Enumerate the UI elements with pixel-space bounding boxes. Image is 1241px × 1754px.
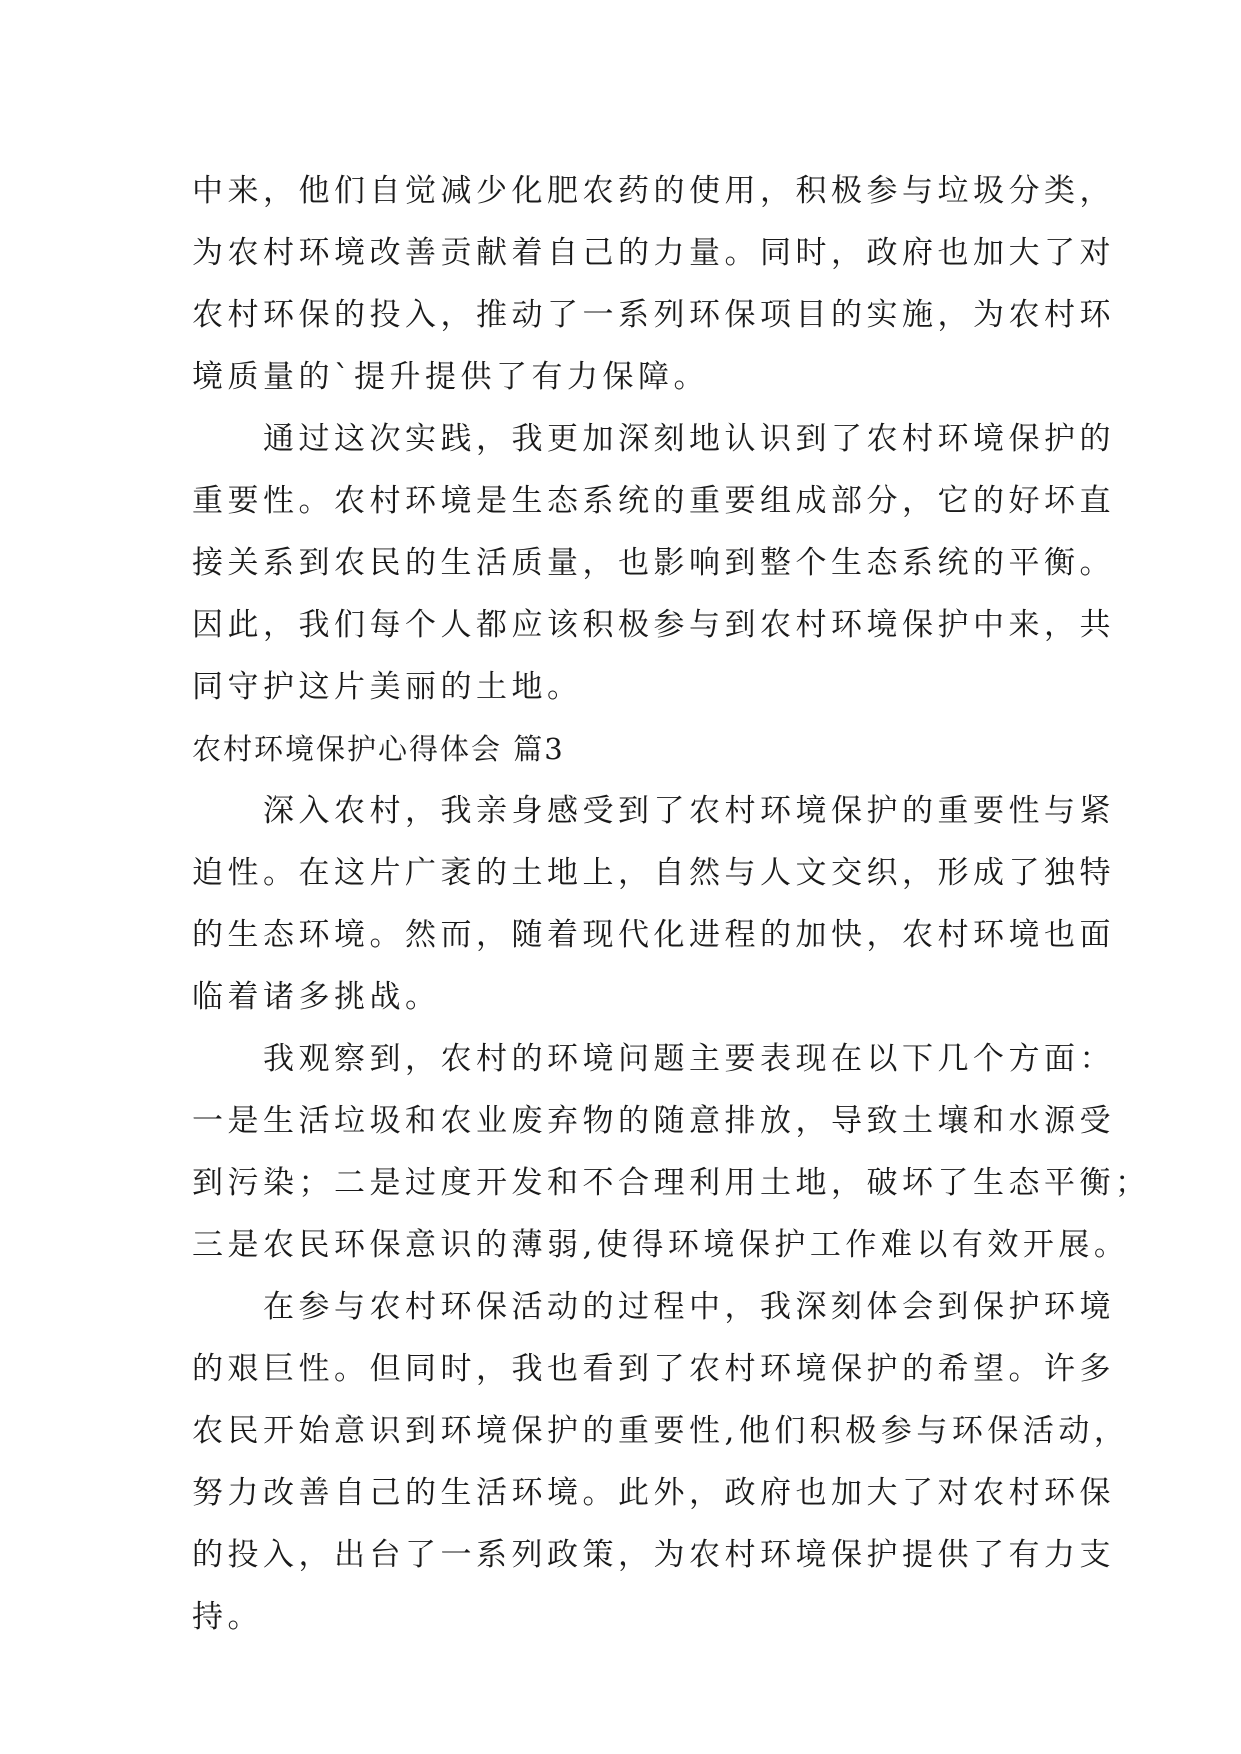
text-line: 的艰巨性。但同时，我也看到了农村环境保护的希望。许多: [192, 1351, 1115, 1387]
text-line: 为农村环境改善贡献着自己的力量。同时，政府也加大了对: [192, 235, 1115, 271]
text-line: 我观察到，农村的环境问题主要表现在以下几个方面：: [192, 1041, 1115, 1077]
text-line: 境质量的`提升提供了有力保障。: [192, 359, 709, 395]
text-line: 在参与农村环保活动的过程中，我深刻体会到保护环境: [192, 1289, 1115, 1325]
document-body: [192, 160, 1151, 1648]
section-title: 农村环境保护心得体会 篇3: [192, 732, 565, 766]
text-line: 一是生活垃圾和农业废弃物的随意排放，导致土壤和水源受: [192, 1103, 1115, 1139]
text-line: 重要性。农村环境是生态系统的重要组成部分，它的好坏直: [192, 483, 1115, 519]
text-line: 深入农村，我亲身感受到了农村环境保护的重要性与紧: [192, 793, 1115, 829]
text-line: 中来，他们自觉减少化肥农药的使用，积极参与垃圾分类，: [192, 173, 1115, 209]
text-line: 的生态环境。然而，随着现代化进程的加快，农村环境也面: [192, 917, 1115, 953]
text-line: 三是农民环保意识的薄弱,使得环境保护工作难以有效开展。: [192, 1227, 1130, 1263]
text-line: 的投入，出台了一系列政策，为农村环境保护提供了有力支: [192, 1537, 1115, 1573]
text-line: 因此，我们每个人都应该积极参与到农村环境保护中来，共: [192, 607, 1115, 643]
text-line: 通过这次实践，我更加深刻地认识到了农村环境保护的: [192, 421, 1115, 457]
text-line: 农村环保的投入，推动了一系列环保项目的实施，为农村环: [192, 297, 1115, 333]
text-line: 临着诸多挑战。: [192, 979, 441, 1015]
text-line: 努力改善自己的生活环境。此外，政府也加大了对农村环保: [192, 1475, 1115, 1511]
text-line: 到污染；二是过度开发和不合理利用土地，破坏了生态平衡；: [192, 1165, 1151, 1201]
text-line: 迫性。在这片广袤的土地上，自然与人文交织，形成了独特: [192, 855, 1115, 891]
text-line: 农民开始意识到环境保护的重要性,他们积极参与环保活动，: [192, 1413, 1130, 1449]
text-line: 接关系到农民的生活质量，也影响到整个生态系统的平衡。: [192, 545, 1115, 581]
text-line: 同守护这片美丽的土地。: [192, 669, 583, 705]
text-line: 持。: [192, 1599, 263, 1635]
